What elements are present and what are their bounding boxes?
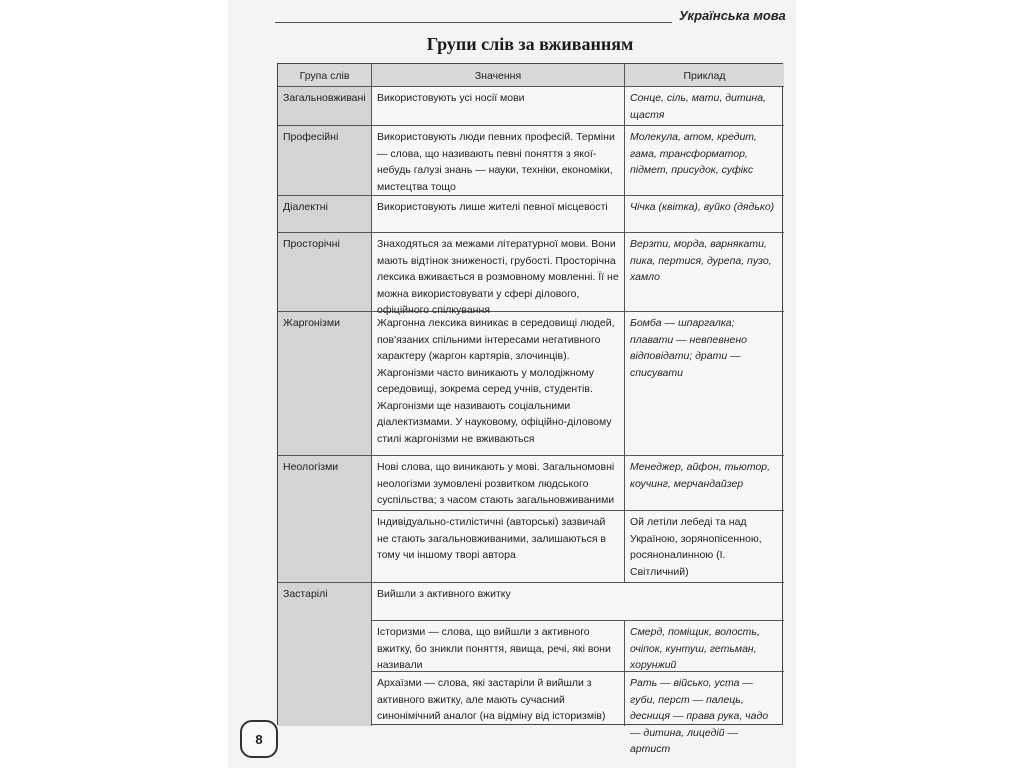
- example-cell-common: Сонце, сіль, мати, дитина, щастя: [625, 87, 784, 126]
- meaning-cell-professional: Використовують люди певних професій. Терміни — слова, що називають певні поняття з якої-небудь галузі знань — науки, техніки, економіки, мистецтва тощо: [372, 126, 625, 196]
- example-cell-jargon: Бомба — шпаргалка; плавати — невпевнено відповідати; драти — списувати: [625, 312, 784, 456]
- meaning-cell-obsolete-intro: Вийшли з активного вжитку: [372, 583, 784, 621]
- example-cell-colloquial: Верзти, морда, варнякати, пика, пертися, дурепа, пузо, хамло: [625, 233, 784, 312]
- example-cell-dialect: Чічка (квітка), вуйко (дядько): [625, 196, 784, 233]
- example-cell-professional: Молекула, атом, кредит, гама, трансформатор, підмет, присудок, суфікс: [625, 126, 784, 196]
- group-cell-neologisms: Неологізми: [278, 456, 372, 583]
- example-cell-neologisms-author: Ой летіли лебеді та над Україною, зорянопісенною, росяноналинною (І. Світличний): [625, 511, 784, 583]
- column-header-meaning: Значення: [372, 64, 625, 87]
- header-rule: [275, 22, 672, 23]
- group-cell-jargon: Жаргонізми: [278, 312, 372, 456]
- group-cell-obsolete: Застарілі: [278, 583, 372, 726]
- column-header-group: Група слів: [278, 64, 372, 87]
- usage-table: [277, 63, 783, 755]
- meaning-cell-colloquial: Знаходяться за межами літературної мови. Вони мають відтінок зниженості, грубості. Просторічна лексика вживається в розмовному мовленні. Її не можна використовувати у сфері ділового, офіційного спілкування: [372, 233, 625, 312]
- group-cell-professional: Професійні: [278, 126, 372, 196]
- meaning-cell-archaisms: Архаїзми — слова, які застаріли й вийшли з активного вжитку, але мають сучасний синонімічний аналог (на відміну від історизмів): [372, 672, 625, 726]
- meaning-cell-jargon: Жаргонна лексика виникає в середовищі людей, пов'язаних спільними інтересами негативного характеру (жаргон картярів, злочинців). Жаргонізми часто виникають у молодіжному середовищі, зокрема серед учнів, студентів. Жаргонізми ще називають соціальними діалектизмами. У науковому, офіційно-діловому стилі жаргонізми не вживаються: [372, 312, 625, 456]
- example-cell-historisms: Смерд, поміщик, волость, очіпок, кунтуш, гетьман, хорунжий: [625, 621, 784, 672]
- meaning-cell-common: Використовують усі носії мови: [372, 87, 625, 126]
- meaning-cell-historisms: Історизми — слова, що вийшли з активного вжитку, бо зникли поняття, явища, речі, які вони називали: [372, 621, 625, 672]
- example-cell-neologisms-general: Менеджер, айфон, тьютор, коучинг, мерчандайзер: [625, 456, 784, 511]
- group-cell-colloquial: Просторічні: [278, 233, 372, 312]
- group-cell-common: Загальновживані: [278, 87, 372, 126]
- meaning-cell-neologisms-general: Нові слова, що виникають у мові. Загальномовні неологізми зумовлені розвитком людського суспільства; з часом стають загальновживаними: [372, 456, 625, 511]
- example-cell-archaisms: Рать — військо, уста — губи, перст — палець, десниця — права рука, чадо — дитина, лицедій — артист: [630, 677, 769, 755]
- group-cell-dialect: Діалектні: [278, 196, 372, 233]
- meaning-cell-neologisms-author: Індивідуально-стилістичні (авторські) зазвичай не стають загальновживаними, залишаються в тому чи іншому творі автора: [372, 511, 625, 583]
- page-number-badge: 8: [240, 720, 278, 758]
- meaning-cell-dialect: Використовують лише жителі певної місцевості: [372, 196, 625, 233]
- column-header-example: Приклад: [625, 64, 784, 87]
- header-subject: Українська мова: [679, 8, 786, 23]
- page-title: Групи слів за вживанням: [426, 34, 634, 54]
